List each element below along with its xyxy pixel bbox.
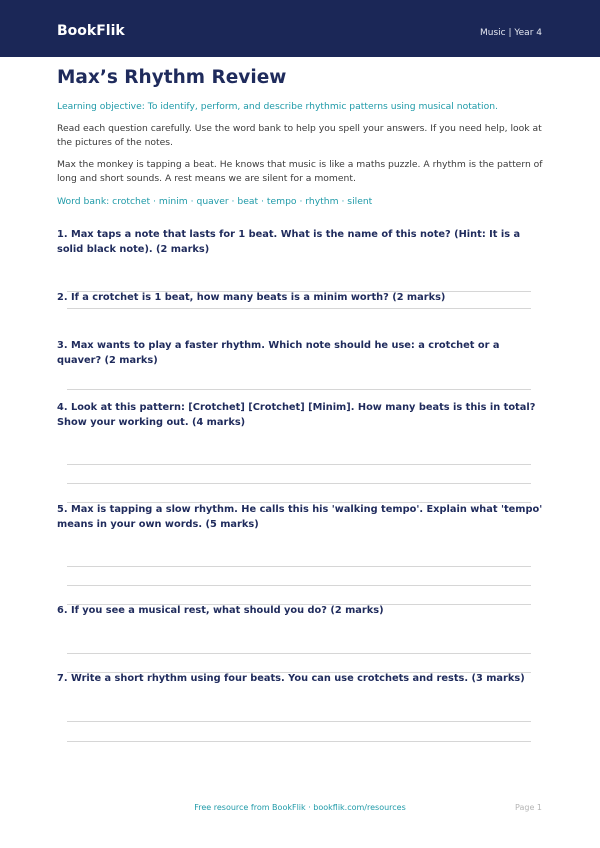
answer-line[interactable] bbox=[67, 308, 531, 309]
question-5: 5. Max is tapping a slow rhythm. He calls this his 'walking tempo'. Explain what 'tempo' means in your own words. (5 marks) bbox=[57, 504, 543, 530]
question-7: 7. Write a short rhythm using four beats. You can use crotchets and rests. (3 marks) bbox=[57, 673, 525, 684]
answer-line[interactable] bbox=[67, 653, 531, 654]
instructions-text: Read each question carefully. Use the word bank to help you spell your answers. If you need help, look at the pictures of the notes. bbox=[57, 123, 542, 148]
question-2: 2. If a crotchet is 1 beat, how many beats is a minim worth? (2 marks) bbox=[57, 292, 446, 303]
answer-line[interactable] bbox=[67, 464, 531, 465]
answer-line[interactable] bbox=[67, 389, 531, 390]
brand-logo-text: BookFlik bbox=[57, 23, 125, 39]
learning-objective: Learning objective: To identify, perform, and describe rhythmic patterns using musical notation. bbox=[57, 101, 498, 112]
subject-year-label: Music | Year 4 bbox=[479, 28, 542, 38]
answer-line[interactable] bbox=[67, 566, 531, 567]
story-text: Max the monkey is tapping a beat. He knows that music is like a maths puzzle. A rhythm is the pattern of long and short sounds. A rest means we are silent for a moment. bbox=[57, 159, 543, 184]
word-bank: Word bank: crotchet · minim · quaver · beat · tempo · rhythm · silent bbox=[57, 196, 373, 207]
question-3: 3. Max wants to play a faster rhythm. Which note should he use: a crotchet or a quaver? (2 marks) bbox=[57, 340, 500, 366]
answer-line[interactable] bbox=[67, 585, 531, 586]
answer-line[interactable] bbox=[67, 741, 531, 742]
question-4: 4. Look at this pattern: [Crotchet] [Crotchet] [Minim]. How many beats is this in total? Show your working out. (4 marks) bbox=[57, 402, 536, 428]
question-6: 6. If you see a musical rest, what should you do? (2 marks) bbox=[57, 605, 384, 616]
page-number: Page 1 bbox=[515, 803, 542, 812]
answer-line[interactable] bbox=[67, 721, 531, 722]
answer-line[interactable] bbox=[67, 483, 531, 484]
page-title: Max’s Rhythm Review bbox=[57, 67, 287, 88]
question-1: 1. Max taps a note that lasts for 1 beat. What is the name of this note? (Hint: It is a solid black note). (2 marks) bbox=[57, 229, 521, 255]
page-header bbox=[0, 0, 600, 57]
worksheet-intro bbox=[57, 65, 543, 208]
footer-resource-link[interactable]: Free resource from BookFlik · bookflik.com/resources bbox=[194, 803, 406, 812]
